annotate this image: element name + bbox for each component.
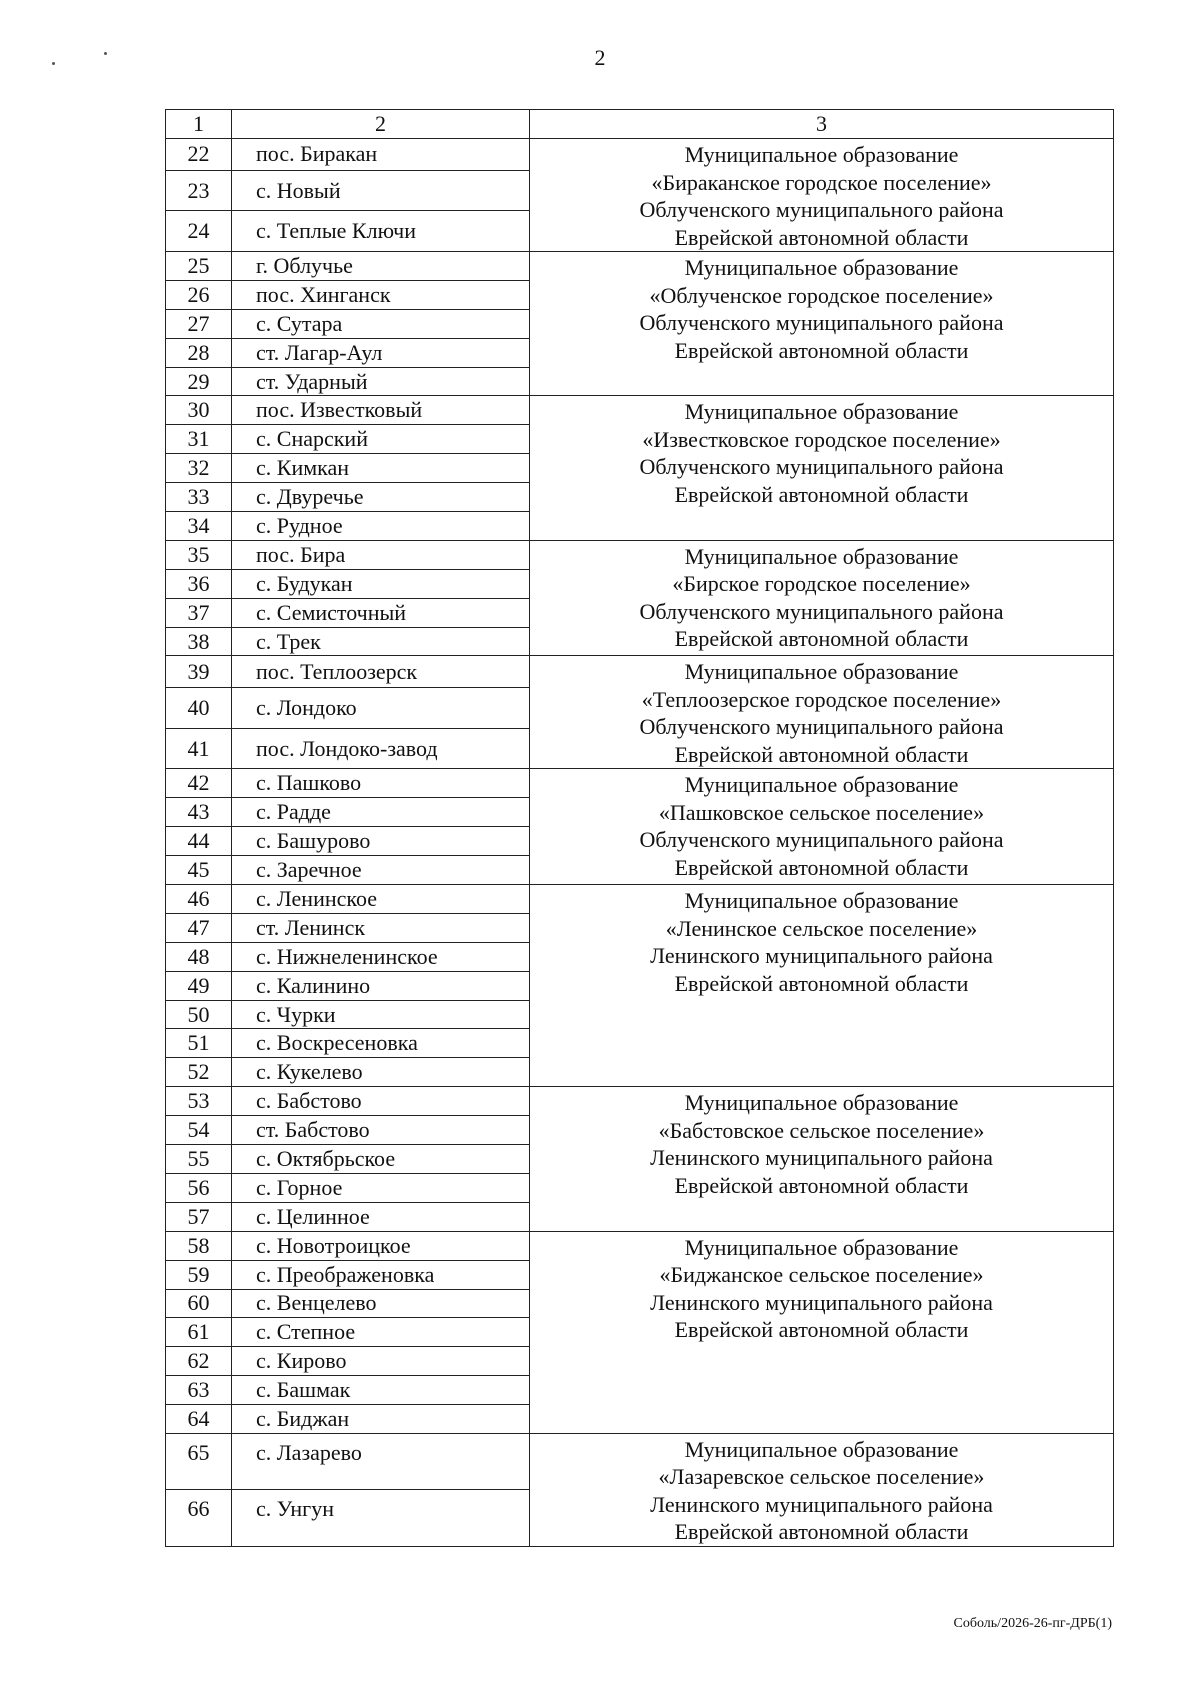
row-number: 59 [166,1260,232,1289]
table-row [166,139,1114,171]
table-row [166,1231,1114,1260]
row-number: 33 [166,483,232,512]
settlement-name: с. Башмак [232,1376,530,1405]
municipality-line: Облученского муниципального района [639,197,1004,222]
row-number: 32 [166,454,232,483]
page-number: 2 [594,45,606,70]
municipality-line: Муниципальное образование [684,1234,959,1260]
municipality-line: Еврейской автономной области [674,626,969,652]
table-row [166,656,1114,688]
municipality-line: «Бабстовское сельское поселение» [658,1117,985,1143]
settlement-name: с. Кирово [232,1347,530,1376]
municipality-cell [530,1087,1114,1231]
settlement-name: с. Целинное [232,1202,530,1231]
municipality-line: Еврейской автономной области [674,741,969,767]
municipality-line: Облученского муниципального района [639,827,1004,853]
municipality-line: Еврейской автономной области [674,337,969,363]
settlement-name: с. Пашково [232,769,530,798]
table-header-row [166,110,1114,139]
row-number: 28 [166,338,232,367]
municipality-line: Муниципальное образование [684,888,959,914]
settlement-name: ст. Ударный [232,367,530,396]
row-number: 64 [166,1405,232,1434]
settlement-name: с. Венцелево [232,1289,530,1318]
municipality-cell [530,656,1114,769]
table-body [166,139,1114,1547]
row-number: 65 [166,1433,232,1490]
header-col-3: 3 [530,110,1114,139]
row-number: 52 [166,1058,232,1087]
row-number: 56 [166,1173,232,1202]
settlement-name: с. Воскресеновка [232,1029,530,1058]
settlement-name: с. Новый [232,170,530,211]
row-number: 24 [166,211,232,252]
municipality-line: «Биджанское сельское поселение» [659,1262,984,1288]
row-number: 58 [166,1231,232,1260]
row-number: 49 [166,971,232,1000]
municipality-line: Облученского муниципального района [639,714,1004,740]
municipality-line: Еврейской автономной области [674,1519,969,1545]
municipality-cell [530,540,1114,656]
settlement-name: ст. Лагар-Аул [232,338,530,367]
settlement-name: ст. Ленинск [232,913,530,942]
settlement-name: с. Семисточный [232,598,530,627]
row-number: 45 [166,856,232,885]
settlement-name: с. Кимкан [232,454,530,483]
municipality-line: «Бирское городское поселение» [672,571,971,597]
table-row [166,252,1114,281]
header-col-2: 2 [232,110,530,139]
row-number: 22 [166,139,232,171]
settlement-name: пос. Теплоозерск [232,656,530,688]
row-number: 62 [166,1347,232,1376]
settlement-name: г. Облучье [232,252,530,281]
municipality-line: Облученского муниципального района [639,310,1004,335]
row-number: 31 [166,425,232,454]
settlement-name: с. Теплые Ключи [232,211,530,252]
municipality-line: Ленинского муниципального района [650,1491,993,1517]
row-number: 36 [166,569,232,598]
settlement-name: с. Унгун [232,1490,530,1547]
municipality-line: Муниципальное образование [684,399,959,425]
row-number: 44 [166,827,232,856]
row-number: 27 [166,309,232,338]
settlement-name: с. Заречное [232,856,530,885]
settlement-name: с. Двуречье [232,483,530,512]
row-number: 41 [166,728,232,769]
settlement-name: с. Новотроицкое [232,1231,530,1260]
municipality-line: Еврейской автономной области [674,854,969,880]
municipality-line: Ленинского муниципального района [650,1289,993,1315]
settlements-table [165,109,1114,1547]
table-row [166,396,1114,425]
municipality-cell [530,139,1114,252]
municipality-line: Еврейской автономной области [674,1317,969,1343]
settlement-name: пос. Бира [232,540,530,569]
row-number: 57 [166,1202,232,1231]
settlement-name: пос. Лондоко-завод [232,728,530,769]
settlement-name: с. Горное [232,1173,530,1202]
settlement-name: с. Октябрьское [232,1145,530,1174]
row-number: 35 [166,540,232,569]
municipality-line: Ленинского муниципального района [650,943,993,969]
municipality-line: Муниципальное образование [684,255,959,280]
municipality-line: «Ленинское сельское поселение» [665,915,978,941]
municipality-cell [530,396,1114,540]
row-number: 55 [166,1145,232,1174]
row-number: 48 [166,942,232,971]
municipality-cell [530,885,1114,1087]
row-number: 43 [166,798,232,827]
municipality-line: «Известковское городское поселение» [642,426,1001,452]
settlement-name: с. Калинино [232,971,530,1000]
settlement-name: с. Преображеновка [232,1260,530,1289]
settlement-name: пос. Известковый [232,396,530,425]
settlement-name: с. Сутара [232,309,530,338]
row-number: 38 [166,627,232,656]
row-number: 54 [166,1116,232,1145]
municipality-line: «Бираканское городское поселение» [651,169,992,195]
row-number: 26 [166,280,232,309]
row-number: 61 [166,1318,232,1347]
municipality-line: Ленинского муниципального района [650,1145,993,1171]
municipality-line: Еврейской автономной области [674,970,969,996]
municipality-line: «Пашковское сельское поселение» [658,799,985,825]
municipality-line: Муниципальное образование [684,772,959,798]
municipality-cell [530,1433,1114,1546]
settlement-name: пос. Хинганск [232,280,530,309]
settlement-name: с. Чурки [232,1000,530,1029]
row-number: 25 [166,252,232,281]
municipality-line: Облученского муниципального района [639,454,1004,480]
settlement-name: с. Снарский [232,425,530,454]
settlement-name: с. Башурово [232,827,530,856]
row-number: 46 [166,885,232,914]
settlement-name: пос. Биракан [232,139,530,171]
settlement-name: с. Лондоко [232,688,530,729]
municipality-line: «Лазаревское сельское поселение» [658,1464,985,1490]
municipality-line: Муниципальное образование [684,1436,959,1462]
table-row [166,540,1114,569]
municipality-line: Муниципальное образование [684,543,959,569]
row-number: 60 [166,1289,232,1318]
settlement-name: с. Трек [232,627,530,656]
municipality-line: Муниципальное образование [684,659,959,685]
row-number: 47 [166,913,232,942]
settlement-name: с. Нижнеленинское [232,942,530,971]
header-col-1: 1 [166,110,232,139]
row-number: 42 [166,769,232,798]
municipality-line: Еврейской автономной области [674,1172,969,1198]
settlement-name: с. Рудное [232,512,530,541]
settlement-name: с. Бабстово [232,1087,530,1116]
settlement-name: ст. Бабстово [232,1116,530,1145]
municipality-cell [530,252,1114,396]
settlement-name: с. Радде [232,798,530,827]
row-number: 29 [166,367,232,396]
municipality-line: Муниципальное образование [684,1090,959,1116]
document-reference: Соболь/2026-26-пг-ДРБ(1) [953,1616,1112,1631]
row-number: 39 [166,656,232,688]
row-number: 66 [166,1490,232,1547]
municipality-line: Облученского муниципального района [639,598,1004,624]
municipality-line: Муниципальное образование [684,142,959,167]
row-number: 53 [166,1087,232,1116]
row-number: 40 [166,688,232,729]
row-number: 37 [166,598,232,627]
settlement-name: с. Лазарево [232,1433,530,1490]
municipality-line: Еврейской автономной области [674,224,969,250]
table-row [166,885,1114,914]
row-number: 50 [166,1000,232,1029]
table-row [166,1087,1114,1116]
row-number: 51 [166,1029,232,1058]
row-number: 23 [166,170,232,211]
settlement-name: с. Степное [232,1318,530,1347]
municipality-cell [530,769,1114,885]
row-number: 34 [166,512,232,541]
municipality-line: «Облученское городское поселение» [649,282,994,308]
table-row [166,1433,1114,1490]
settlement-name: с. Биджан [232,1405,530,1434]
settlement-name: с. Ленинское [232,885,530,914]
row-number: 63 [166,1376,232,1405]
settlement-name: с. Кукелево [232,1058,530,1087]
table-row [166,769,1114,798]
municipality-line: «Теплоозерское городское поселение» [641,686,1002,712]
municipality-cell [530,1231,1114,1433]
row-number: 30 [166,396,232,425]
settlement-name: с. Будукан [232,569,530,598]
municipality-line: Еврейской автономной области [674,481,969,507]
